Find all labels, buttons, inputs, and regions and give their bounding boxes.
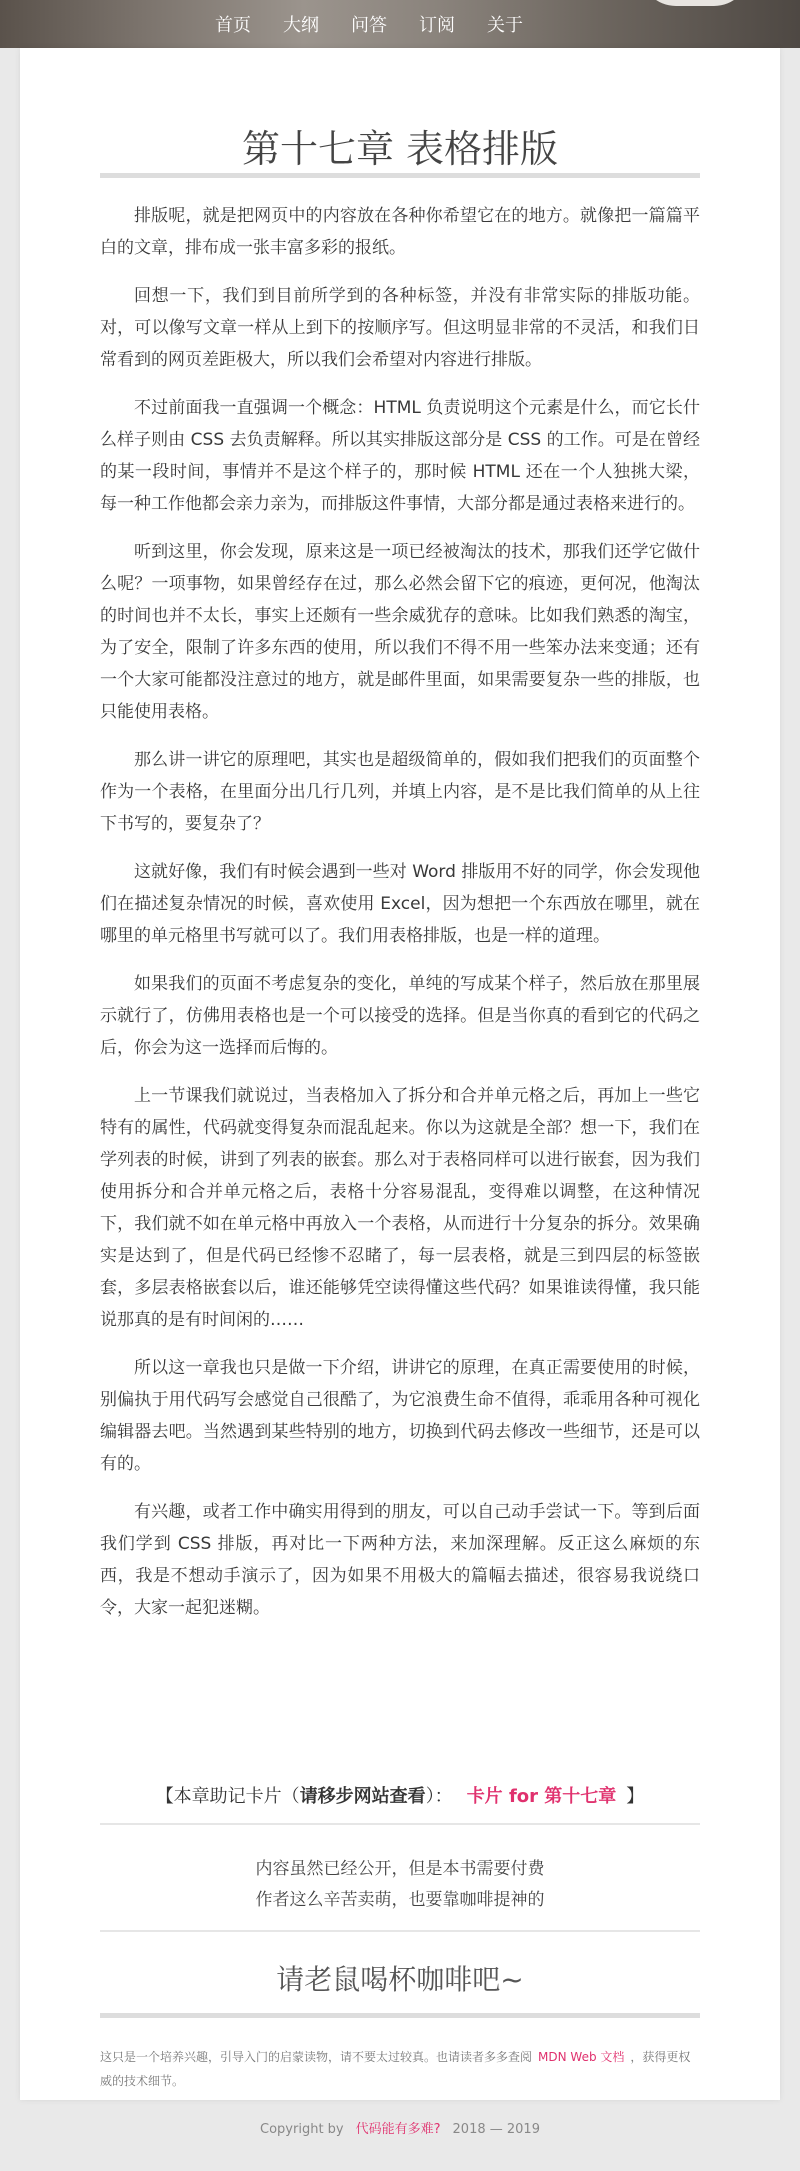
page-footer xyxy=(0,2118,800,2137)
nav-qa[interactable]: 问答 xyxy=(351,15,387,36)
copyright-label: Copyright by xyxy=(260,2122,344,2137)
site-link[interactable]: 代码能有多难? xyxy=(355,2122,441,2137)
payment-note xyxy=(100,1854,700,1916)
chapter-title: 第十七章 表格排版 xyxy=(241,127,559,171)
main-nav xyxy=(0,0,800,48)
paragraph: 不过前面我一直强调一个概念：HTML 负责说明这个元素是什么，而它长什么样子则由 CSS 去负责解释。所以其实排版这部分是 CSS 的工作。可是在曾经的某一段时间，事情并不是这个样子的，那时候 HTML 还在一个人独挑大梁，每一种工作他都会亲力亲为，而排版这件事情，大部分都是通过表格来进行的。 xyxy=(100,398,700,514)
payment-note-line1: 内容虽然已经公开，但是本书需要付费 xyxy=(255,1859,545,1879)
mdn-docs-link[interactable]: MDN Web 文档 xyxy=(538,2050,625,2064)
disclaimer-tail: ，获得更权威的技术细节。 xyxy=(100,2050,691,2088)
mnemonic-card-link[interactable]: 卡片 for 第十七章 xyxy=(466,1786,617,1807)
nav-about[interactable]: 关于 xyxy=(487,15,523,36)
buy-coffee-link[interactable]: 请老鼠喝杯咖啡吧~ xyxy=(276,1963,524,1996)
mnemonic-card-line xyxy=(100,1782,700,1808)
divider xyxy=(100,1823,700,1825)
mnemonic-open: 【本章助记卡片（ xyxy=(155,1786,300,1807)
nav-subscribe[interactable]: 订阅 xyxy=(419,15,455,36)
divider xyxy=(100,1930,700,1932)
paragraph: 上一节课我们就说过，当表格加入了拆分和合并单元格之后，再加上一些它特有的属性，代码就变得复杂而混乱起来。你以为这就是全部？想一下，我们在学列表的时候，讲到了列表的嵌套。那么对于表格同样可以进行嵌套，因为我们使用拆分和合并单元格之后，表格十分容易混乱，变得难以调整，在这种情况下，我们就不如在单元格中再放入一个表格，从而进行十分复杂的拆分。效果确实是达到了，但是代码已经惨不忍睹了，每一层表格，就是三到四层的标签嵌套，多层表格嵌套以后，谁还能够凭空读得懂这些代码？如果谁读得懂，我只能说那真的是有时间闲的…… xyxy=(100,1086,700,1330)
mnemonic-mid: ）： xyxy=(425,1786,453,1807)
paragraph: 听到这里，你会发现，原来这是一项已经被淘汰的技术，那我们还学它做什么呢？一项事物，如果曾经存在过，那么必然会留下它的痕迹，更何况，他淘汰的时间也并不太长，事实上还颇有一些余威犹存的意味。比如我们熟悉的淘宝，为了安全，限制了许多东西的使用，所以我们不得不用一些笨办法来变通；还有一个大家可能都没注意过的地方，就是邮件里面，如果需要复杂一些的排版，也只能使用表格。 xyxy=(100,542,700,722)
article-card xyxy=(20,48,780,2100)
paragraph: 有兴趣，或者工作中确实用得到的朋友，可以自己动手尝试一下。等到后面我们学到 CSS 排版，再对比一下两种方法，来加深理解。反正这么麻烦的东西，我是不想动手演示了，因为如果不用极大的篇幅去描述，很容易我说绕口令，大家一起犯迷糊。 xyxy=(100,1502,700,1618)
paragraph: 这就好像，我们有时候会遇到一些对 Word 排版用不好的同学，你会发现他们在描述复杂情况的时候，喜欢使用 Excel，因为想把一个东西放在哪里，就在哪里的单元格里书写就可以了。我们用表格排版，也是一样的道理。 xyxy=(100,862,700,946)
mnemonic-close: 】 xyxy=(626,1786,645,1807)
nav-home[interactable]: 首页 xyxy=(215,15,251,36)
disclaimer-text: 这只是一个培养兴趣，引导入门的启蒙读物，请不要太过较真。也请读者多多查阅 xyxy=(100,2050,533,2064)
paragraph: 回想一下，我们到目前所学到的各种标签，并没有非常实际的排版功能。对，可以像写文章一样从上到下的按顺序写。但这明显非常的不灵活，和我们日常看到的网页差距极大，所以我们会希望对内容进行排版。 xyxy=(100,286,700,370)
paragraph: 所以这一章我也只是做一下介绍，讲讲它的原理，在真正需要使用的时候，别偏执于用代码写会感觉自己很酷了，为它浪费生命不值得，乖乖用各种可视化编辑器去吧。当然遇到某些特别的地方，切换到代码去修改一些细节，还是可以有的。 xyxy=(100,1358,700,1474)
nav-outline[interactable]: 大纲 xyxy=(283,15,319,36)
coffee-divider xyxy=(100,2013,700,2018)
mnemonic-bold: 请移步网站查看 xyxy=(299,1786,426,1807)
disclaimer xyxy=(100,2045,700,2093)
article-body xyxy=(100,200,700,1640)
payment-note-line2: 作者这么辛苦卖萌，也要靠咖啡提神的 xyxy=(255,1890,545,1910)
title-divider xyxy=(100,173,700,178)
paragraph: 那么讲一讲它的原理吧，其实也是超级简单的，假如我们把我们的页面整个作为一个表格，在里面分出几行几列，并填上内容，是不是比我们简单的从上往下书写的，要复杂了？ xyxy=(100,750,700,834)
paragraph: 排版呢，就是把网页中的内容放在各种你希望它在的地方。就像把一篇篇平白的文章，排布成一张丰富多彩的报纸。 xyxy=(100,206,700,258)
copyright-years: 2018 — 2019 xyxy=(452,2122,540,2137)
paragraph: 如果我们的页面不考虑复杂的变化，单纯的写成某个样子，然后放在那里展示就行了，仿佛用表格也是一个可以接受的选择。但是当你真的看到它的代码之后，你会为这一选择而后悔的。 xyxy=(100,974,700,1058)
